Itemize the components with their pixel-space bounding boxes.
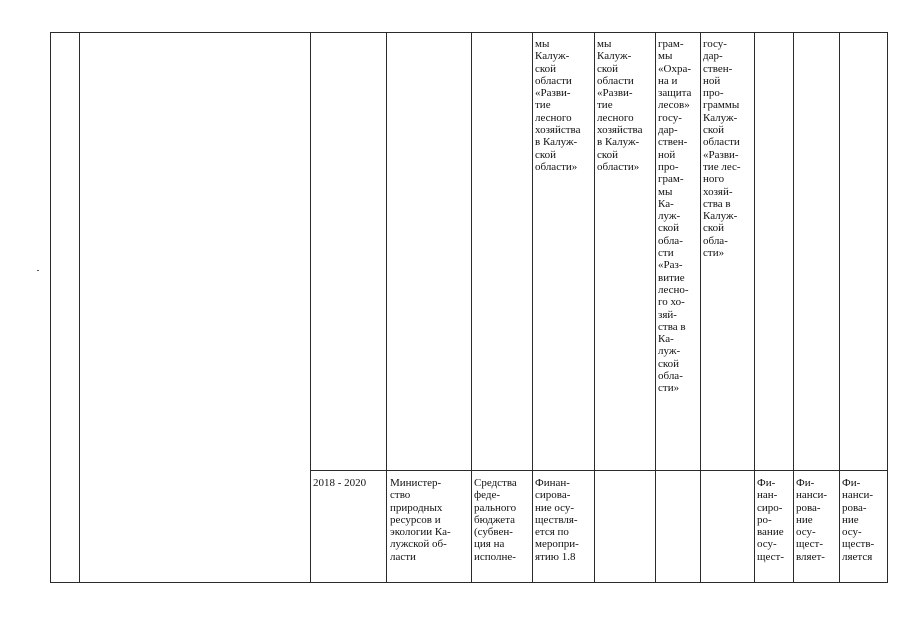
lower-cell-funding-source: Средства феде- рального бюджета (субвен- ция на исполне- [474,477,517,563]
col-border-10 [793,32,794,583]
table-bottom-border [50,582,888,583]
lower-cell-col6: Финан- сирова- ние осу- ществля- ется по меропри- ятию 1.8 [535,477,579,563]
upper-cell-col8: грам- мы «Охра- на и защита лесов» госу- дар- ствен- ной про- грам- мы Ка- луж- ской обла- сти «Раз- витие лесно- го хо- зяй- ства в Ка- луж- ской обла- сти» [658,38,692,395]
table-top-border [50,32,888,33]
col-border-3 [386,32,387,583]
col-border-2 [310,32,311,583]
col-border-1 [79,32,80,583]
lower-cell-col12: Фи- нанси- рова- ние осу- ществ- ляется [842,477,875,563]
row-divider [310,470,888,471]
lower-cell-period: 2018 - 2020 [313,477,367,489]
col-border-9 [754,32,755,583]
col-border-7 [655,32,656,583]
col-border-8 [700,32,701,583]
upper-cell-col7: мы Калуж- ской области «Разви- тие лесного хозяйства в Калуж- ской области» [597,38,643,173]
upper-cell-col9: госу- дар- ствен- ной про- граммы Калуж- ской области «Разви- тие лес- ного хозяй- ства в Калуж- ской обла- сти» [703,38,741,260]
col-border-4 [471,32,472,583]
col-border-11 [839,32,840,583]
col-border-6 [594,32,595,583]
lower-cell-col10: Фи- нан- сиро- ро- вание осу- щест- [757,477,784,563]
col-border-0 [50,32,51,583]
lower-cell-col11: Фи- нанси- рова- ние осу- щест- вляет- [796,477,828,563]
scan-speck [37,270,39,271]
col-border-12 [887,32,888,583]
upper-cell-col6: мы Калуж- ской области «Разви- тие лесного хозяйства в Калуж- ской области» [535,38,581,173]
lower-cell-executor: Министер- ство природных ресурсов и экологии Ка- лужской об- ласти [390,477,451,563]
col-border-5 [532,32,533,583]
